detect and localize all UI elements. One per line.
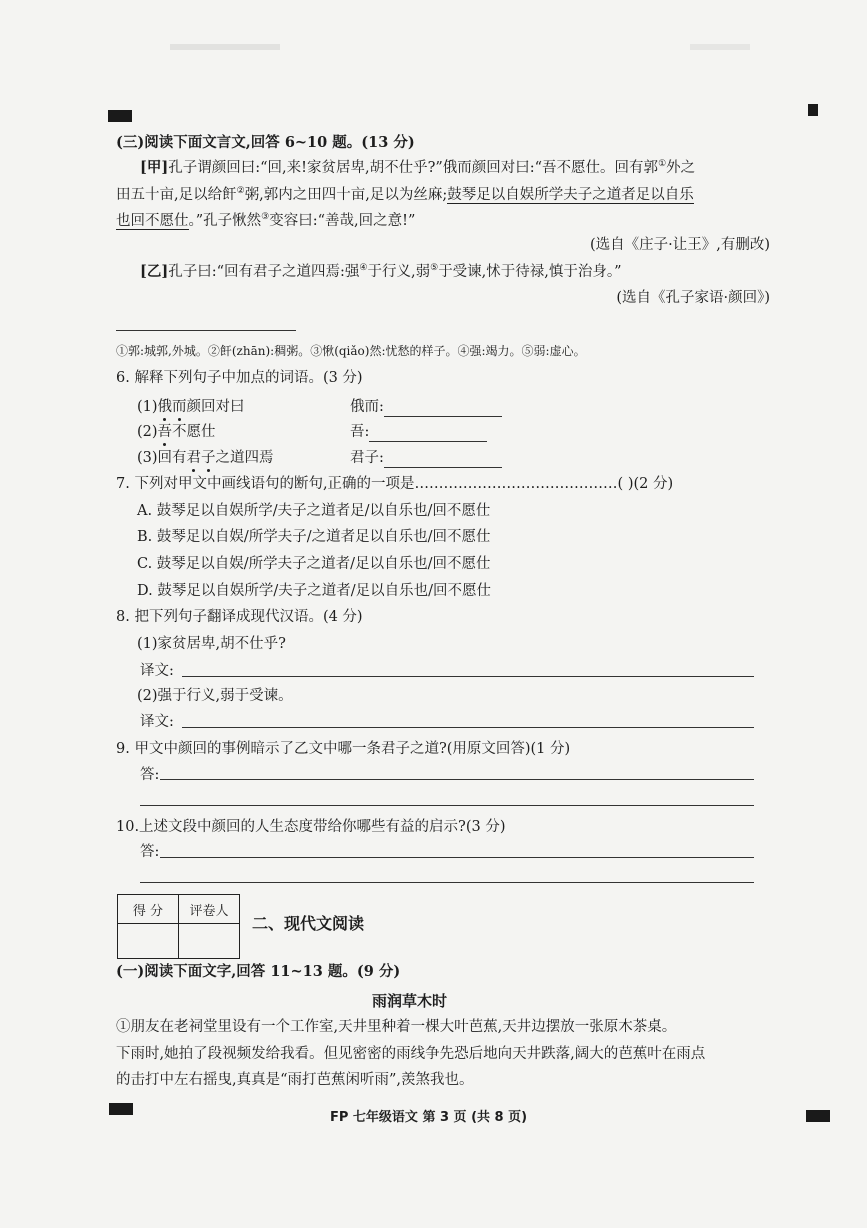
question-8-item-2: (2)强于行义,弱于受谏。 bbox=[137, 688, 293, 704]
question-6-stem: 6. 解释下列句子中加点的词语。(3 分) bbox=[116, 370, 363, 386]
registration-mark-bottom-right bbox=[806, 1110, 830, 1122]
score-box-header-grader: 评卷人 bbox=[179, 895, 240, 924]
underlined-sentence: 鼓琴足以自娱所学夫子之道者足以自乐 bbox=[447, 187, 694, 203]
question-8-stem: 8. 把下列句子翻译成现代汉语。(4 分) bbox=[116, 609, 363, 625]
article-title: 雨润草木时 bbox=[372, 992, 448, 1010]
passage-jia-line-1: [甲]孔子谓颜回曰:“回,来!家贫居卑,胡不仕乎?”俄而颜回对曰:“吾不愿仕。回有郭①外之 bbox=[140, 159, 696, 176]
footnote-divider bbox=[116, 330, 296, 331]
registration-mark-top-left bbox=[108, 110, 132, 122]
answer-line[interactable] bbox=[140, 805, 754, 806]
passage-yi-line-1: [乙]孔子曰:“回有君子之道四焉:强④于行义,弱⑤于受谏,怵于待禄,慎于治身。” bbox=[140, 263, 622, 280]
underlined-sentence: 也回不愿仕 bbox=[116, 213, 189, 229]
question-6-sentence-3: (3)回有君子之道四焉 bbox=[137, 450, 274, 466]
registration-mark-top-right bbox=[808, 104, 818, 116]
score-box-grader-cell[interactable] bbox=[179, 924, 240, 959]
answer-line[interactable] bbox=[160, 779, 754, 780]
article-paragraph-line: 下雨时,她拍了段视频发给我看。但见密密的雨线争先恐后地向天井跌落,阔大的芭蕉叶在雨点 bbox=[116, 1046, 706, 1062]
question-7-stem: 7. 下列对甲文中画线语句的断句,正确的一项是……………………………………( )(2 分) bbox=[116, 476, 674, 492]
answer-blank[interactable] bbox=[384, 400, 502, 417]
question-6-answer-1: 俄而: bbox=[350, 397, 502, 417]
part-2-sub-heading: (一)阅读下面文字,回答 11~13 题。(9 分) bbox=[116, 963, 401, 980]
passage-jia-source: (选自《庄子·让王》,有删改) bbox=[589, 237, 770, 253]
answer-blank[interactable] bbox=[369, 425, 487, 442]
question-6-answer-2: 吾: bbox=[350, 422, 487, 442]
question-6-answer-3: 君子: bbox=[350, 448, 502, 468]
question-9-answer-label: 答: bbox=[140, 767, 160, 783]
scan-smudge bbox=[170, 44, 280, 50]
article-paragraph-line: ①朋友在老祠堂里设有一个工作室,天井里种着一棵大叶芭蕉,天井边摆放一张原木茶桌。 bbox=[116, 1019, 677, 1035]
article-paragraph-line: 的击打中左右摇曳,真真是“雨打芭蕉闲听雨”,羡煞我也。 bbox=[116, 1072, 474, 1088]
score-box-header-score: 得 分 bbox=[118, 895, 179, 924]
passage-label-jia: [甲] bbox=[140, 159, 169, 176]
question-6-sentence-2: (2)吾不愿仕 bbox=[137, 424, 216, 440]
question-8-answer-label-2: 译文: bbox=[140, 714, 174, 730]
answer-blank[interactable] bbox=[384, 451, 502, 468]
answer-line[interactable] bbox=[160, 857, 754, 858]
answer-line[interactable] bbox=[182, 676, 754, 677]
passage-jia-line-2: 田五十亩,足以给飦②粥,郭内之田四十亩,足以为丝麻;鼓琴足以自娱所学夫子之道者足以自乐 bbox=[116, 186, 694, 203]
question-7-option-b[interactable]: B. 鼓琴足以自娱/所学夫子/之道者足以自乐也/回不愿仕 bbox=[137, 529, 491, 545]
answer-line[interactable] bbox=[182, 727, 754, 728]
score-box-score-cell[interactable] bbox=[118, 924, 179, 959]
question-9-stem: 9. 甲文中颜回的事例暗示了乙文中哪一条君子之道?(用原文回答)(1 分) bbox=[116, 741, 571, 757]
question-7-option-c[interactable]: C. 鼓琴足以自娱/所学夫子之道者/足以自乐也/回不愿仕 bbox=[137, 556, 491, 572]
score-box bbox=[117, 894, 240, 959]
part-2-heading: 二、现代文阅读 bbox=[252, 914, 365, 933]
scan-smudge bbox=[690, 44, 750, 50]
section-heading: (三)阅读下面文言文,回答 6~10 题。(13 分) bbox=[116, 134, 415, 151]
question-7-option-a[interactable]: A. 鼓琴足以自娱所学/夫子之道者足/以自乐也/回不愿仕 bbox=[137, 503, 491, 519]
passage-label-yi: [乙] bbox=[140, 263, 169, 280]
page-footer: FP 七年级语文 第 3 页 (共 8 页) bbox=[330, 1110, 528, 1125]
question-8-answer-label-1: 译文: bbox=[140, 663, 174, 679]
question-8-item-1: (1)家贫居卑,胡不仕乎? bbox=[137, 636, 286, 652]
footnotes: ①郭:城郭,外城。②飦(zhān):稠粥。③愀(qiǎo)然:忧愁的样子。④强:竭力。⑤弱:虚心。 bbox=[116, 344, 586, 358]
registration-mark-bottom-left bbox=[109, 1103, 133, 1115]
answer-line[interactable] bbox=[140, 882, 754, 883]
passage-jia-line-3: 也回不愿仕。”孔子愀然③变容曰:“善哉,回之意!” bbox=[116, 212, 416, 229]
passage-yi-source: (选自《孔子家语·颜回》) bbox=[616, 290, 770, 306]
question-7-option-d[interactable]: D. 鼓琴足以自娱所学/夫子之道者/足以自乐也/回不愿仕 bbox=[137, 583, 491, 599]
question-10-stem: 10.上述文段中颜回的人生态度带给你哪些有益的启示?(3 分) bbox=[116, 819, 506, 835]
question-6-sentence-1: (1)俄而颜回对曰 bbox=[137, 399, 245, 415]
question-10-answer-label: 答: bbox=[140, 844, 160, 860]
